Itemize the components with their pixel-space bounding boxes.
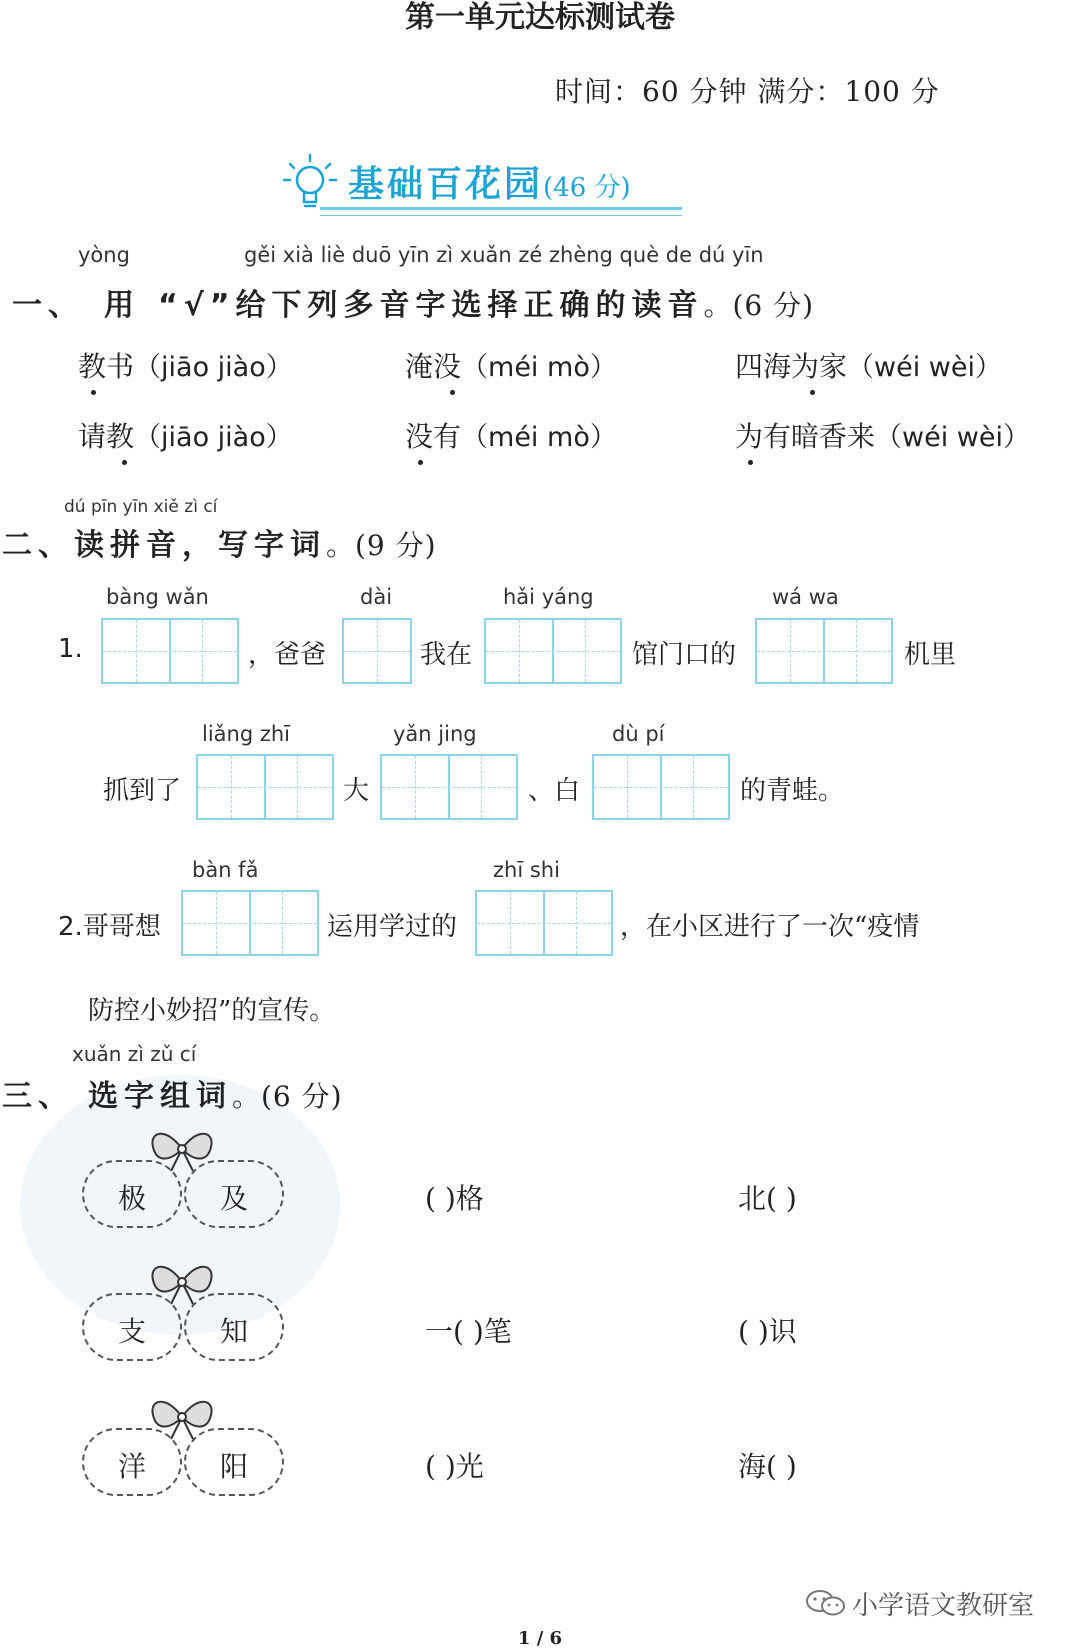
emphasis-dot xyxy=(418,460,423,465)
emphasis-dot xyxy=(450,390,455,395)
page-number: 1 / 6 xyxy=(517,1628,563,1649)
question-item: 没有（méi mò） xyxy=(405,420,617,453)
sentence-text: 、白 xyxy=(528,776,581,806)
blank-word[interactable]: ( )光 xyxy=(425,1450,484,1483)
writing-grid[interactable] xyxy=(755,618,893,684)
pinyin-hint: wá wa xyxy=(772,585,839,609)
char-option: 知 xyxy=(220,1315,249,1348)
pinyin-hint: zhī shi xyxy=(493,858,560,882)
sentence-text: 防控小妙招”的宣传。 xyxy=(88,996,336,1026)
pinyin-hint: bàng wǎn xyxy=(106,585,209,609)
writing-grid[interactable] xyxy=(101,618,239,684)
section1-pinyin-a: yòng xyxy=(78,243,130,267)
exam-meta: 时间：60 分钟 满分：100 分 xyxy=(555,75,940,108)
blank-word[interactable]: ( )识 xyxy=(738,1315,797,1348)
sentence-text: ，爸爸 xyxy=(248,640,327,670)
blank-word[interactable]: 一( )笔 xyxy=(425,1315,512,1348)
pinyin-hint: yǎn jing xyxy=(393,722,477,746)
writing-grid[interactable] xyxy=(380,754,518,820)
footer-brand: 小学语文教研室 xyxy=(852,1591,1035,1621)
question-item: 淹没（méi mò） xyxy=(405,350,617,383)
banner-score: (46 分) xyxy=(543,173,631,203)
writing-grid[interactable] xyxy=(181,890,319,956)
bow-icon xyxy=(147,1393,217,1441)
blank-word[interactable]: 海( ) xyxy=(738,1450,797,1483)
bow-icon xyxy=(147,1258,217,1306)
section2-pinyin: dú pīn yīn xiě zì cí xyxy=(64,497,218,517)
pinyin-hint: dù pí xyxy=(612,722,665,746)
banner-title: 基础百花园(46 分) xyxy=(348,164,631,205)
sentence-text: 馆门口的 xyxy=(632,640,737,670)
question-item: 请教（jiāo jiào） xyxy=(78,420,293,453)
sentence-text: ，在小区进行了一次“疫情 xyxy=(620,912,920,942)
sentence-text: 抓到了 xyxy=(103,776,182,806)
sentence-text: 机里 xyxy=(904,640,957,670)
writing-grid[interactable] xyxy=(342,618,412,684)
bow-icon xyxy=(147,1125,217,1173)
wechat-icon xyxy=(805,1588,847,1618)
banner-underline xyxy=(320,207,682,210)
emphasis-dot xyxy=(748,460,753,465)
char-option: 阳 xyxy=(220,1450,249,1483)
sentence-text: 我在 xyxy=(420,640,473,670)
section-banner xyxy=(280,150,685,218)
sentence-text: 的青蛙。 xyxy=(740,776,845,806)
question-item: 四海为家（wéi wèi） xyxy=(735,350,1002,383)
question-number: 1. xyxy=(58,634,83,664)
section3-pinyin: xuǎn zì zǔ cí xyxy=(72,1042,197,1066)
section1-heading: 一、 用 “√”给下列多音字选择正确的读音。(6 分) xyxy=(12,288,815,323)
lightbulb-icon xyxy=(280,150,340,214)
question-item: 为有暗香来（wéi wèi） xyxy=(735,420,1030,453)
writing-grid[interactable] xyxy=(196,754,334,820)
blank-word[interactable]: ( )格 xyxy=(425,1182,484,1215)
writing-grid[interactable] xyxy=(475,890,613,956)
emphasis-dot xyxy=(122,460,127,465)
banner-underline-thin xyxy=(320,215,682,216)
question-2-lead: 2.哥哥想 xyxy=(58,912,161,942)
sentence-text: 运用学过的 xyxy=(327,912,458,942)
sentence-text: 大 xyxy=(343,776,370,806)
page-title: 第一单元达标测试卷 xyxy=(405,0,675,35)
char-option: 支 xyxy=(118,1315,147,1348)
pinyin-hint: liǎng zhī xyxy=(202,722,291,746)
emphasis-dot xyxy=(91,390,96,395)
char-option: 洋 xyxy=(118,1450,147,1483)
pinyin-hint: dài xyxy=(360,585,393,609)
section3-heading: 三、 选字组词。(6 分) xyxy=(2,1079,343,1114)
writing-grid[interactable] xyxy=(484,618,622,684)
question-item: 教书（jiāo jiào） xyxy=(78,350,293,383)
char-option: 及 xyxy=(220,1182,249,1215)
section2-heading: 二、读拼音，写字词。(9 分) xyxy=(2,528,437,563)
section1-pinyin-b: gěi xià liè duō yīn zì xuǎn zé zhèng què de dú yīn xyxy=(244,243,764,267)
pinyin-hint: bàn fǎ xyxy=(192,858,259,882)
emphasis-dot xyxy=(810,390,815,395)
char-option: 极 xyxy=(118,1182,147,1215)
blank-word[interactable]: 北( ) xyxy=(738,1182,797,1215)
writing-grid[interactable] xyxy=(592,754,730,820)
pinyin-hint: hǎi yáng xyxy=(503,585,594,609)
